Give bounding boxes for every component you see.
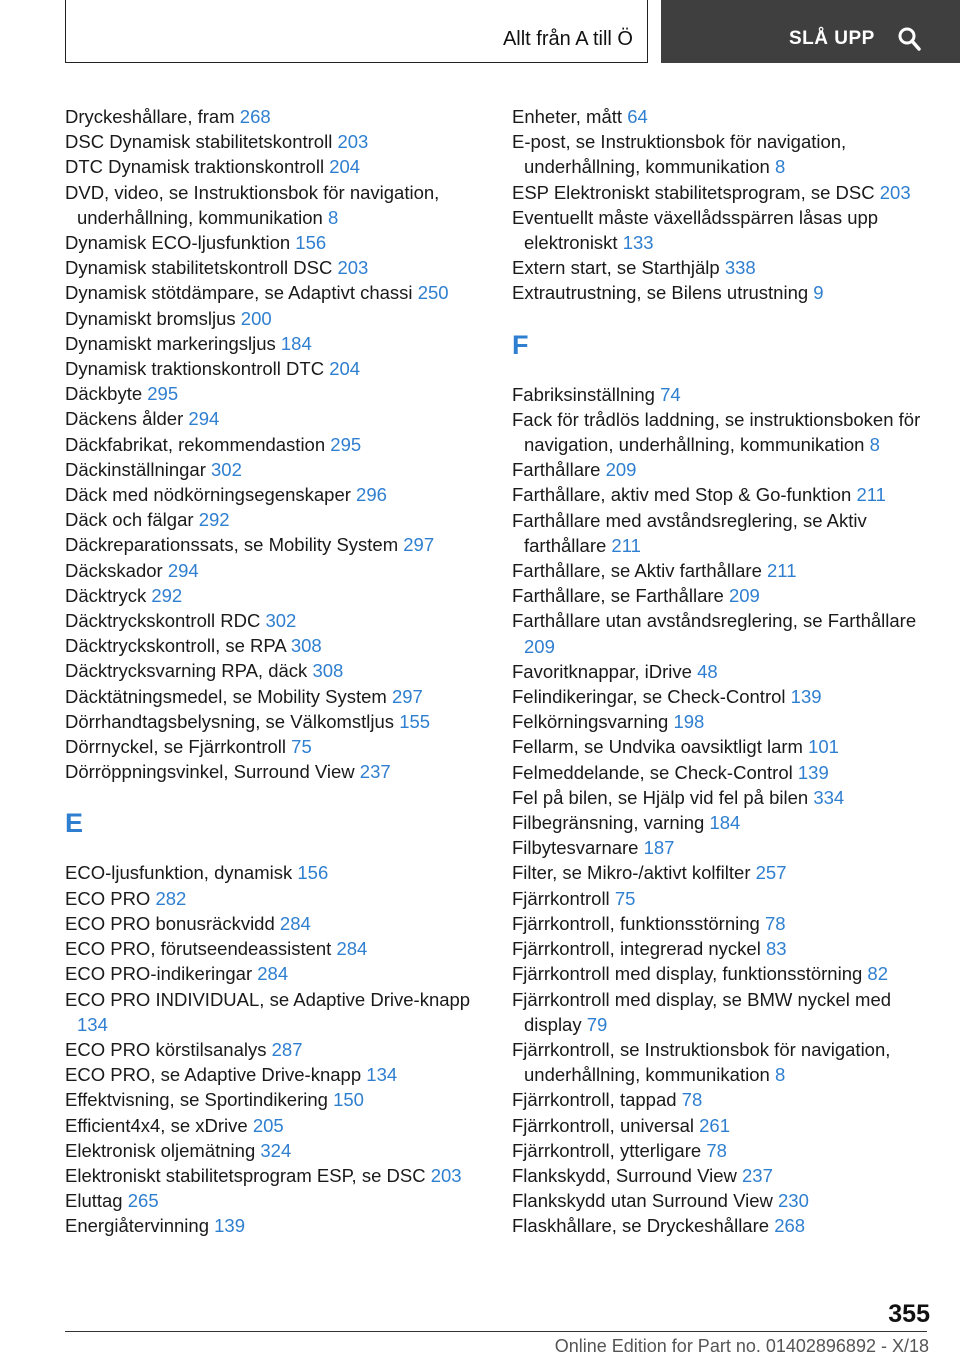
page-link[interactable]: 297 bbox=[391, 685, 423, 707]
page-link[interactable]: 334 bbox=[813, 786, 845, 808]
index-entry bbox=[65, 608, 485, 633]
index-entry-text: Felmeddelande, se Check-Control bbox=[512, 761, 793, 783]
index-entry-text: Fellarm, se Undvika oavsiktligt larm bbox=[512, 736, 803, 758]
section-letter: E bbox=[65, 808, 84, 839]
footer-divider bbox=[65, 1331, 927, 1332]
index-entry-text: Fjärrkontroll bbox=[512, 887, 610, 909]
index-entry bbox=[65, 709, 485, 734]
index-entry bbox=[65, 406, 485, 431]
index-entry bbox=[65, 1037, 485, 1062]
page-link[interactable]: 268 bbox=[239, 106, 271, 127]
index-entry bbox=[512, 583, 922, 608]
index-entry-text: Felkörningsvarning bbox=[512, 711, 669, 733]
page-link[interactable]: 156 bbox=[295, 232, 327, 254]
index-entry-text: Farthållare med avståndsreglering, se Aktiv farthållare bbox=[512, 509, 867, 556]
index-entry bbox=[65, 911, 485, 936]
page-link[interactable]: 75 bbox=[614, 887, 636, 909]
page-link[interactable]: 203 bbox=[337, 131, 369, 153]
index-entry bbox=[65, 356, 485, 381]
page-link[interactable]: 134 bbox=[77, 1013, 108, 1035]
search-button[interactable] bbox=[661, 0, 960, 63]
edition-footer: Online Edition for Part no. 01402896892 - X/18 bbox=[554, 1336, 929, 1356]
page-link[interactable]: 209 bbox=[524, 635, 555, 657]
page-link[interactable]: 187 bbox=[643, 837, 675, 859]
index-entry bbox=[65, 936, 485, 961]
page-link[interactable]: 204 bbox=[329, 156, 361, 178]
page-link[interactable]: 265 bbox=[127, 1190, 159, 1212]
page-link[interactable]: 133 bbox=[622, 232, 654, 254]
index-entry-text: Fjärrkontroll, se Instruktionsbok för navigation, underhållning, kommunikation bbox=[512, 1038, 891, 1086]
page-link[interactable]: 101 bbox=[808, 736, 839, 758]
index-entry-text: Flankskydd utan Surround View bbox=[512, 1190, 773, 1212]
index-entry bbox=[65, 633, 485, 658]
index-entry bbox=[65, 381, 485, 406]
index-entry bbox=[65, 255, 485, 280]
index-entry-text: Fjärrkontroll, integrerad nyckel bbox=[512, 938, 761, 960]
index-entry bbox=[65, 532, 485, 557]
page-link[interactable]: 324 bbox=[260, 1139, 292, 1161]
index-entry bbox=[65, 154, 485, 179]
index-entry bbox=[65, 1163, 485, 1188]
index-entry-text: Farthållare, aktiv med Stop & Go-funktion bbox=[512, 484, 852, 506]
page-link[interactable]: 308 bbox=[290, 635, 322, 657]
index-entry bbox=[65, 331, 485, 356]
index-entry-text: Fjärrkontroll, funktionsstörning bbox=[512, 912, 760, 934]
index-entry bbox=[65, 230, 485, 255]
page-link[interactable]: 48 bbox=[697, 660, 718, 682]
page-number: 355 bbox=[888, 1300, 930, 1328]
chapter-title: Allt från A till Ö bbox=[502, 28, 633, 50]
index-entry-text: Elektroniskt stabilitetsprogram ESP, se DSC bbox=[65, 1164, 426, 1186]
index-entry bbox=[512, 734, 922, 759]
index-entry-text: ECO PRO bonusräckvidd bbox=[65, 912, 275, 934]
index-entry-text: Däckinställningar bbox=[65, 458, 206, 480]
page-link[interactable]: 203 bbox=[430, 1164, 462, 1186]
index-entry bbox=[512, 1113, 922, 1138]
page-link[interactable]: 8 bbox=[774, 156, 786, 178]
index-entry-text: Dörrnyckel, se Fjärrkontroll bbox=[65, 736, 287, 758]
chapter-tab[interactable] bbox=[65, 0, 648, 63]
index-entry bbox=[512, 659, 922, 684]
index-entry-text: Farthållare, se Farthållare bbox=[512, 585, 724, 607]
index-entry bbox=[512, 608, 922, 658]
page-link[interactable]: 302 bbox=[211, 458, 242, 480]
index-entry-text: Extrautrustning, se Bilens utrustning bbox=[512, 282, 809, 304]
index-entry-text: Fjärrkontroll, tappad bbox=[512, 1089, 677, 1111]
search-icon bbox=[897, 26, 921, 52]
index-entry bbox=[65, 306, 485, 331]
index-entry-text: Fel på bilen, se Hjälp vid fel på bilen bbox=[512, 786, 809, 808]
index-entry-text: Dynamisk traktionskontroll DTC bbox=[65, 358, 325, 380]
index-entry bbox=[512, 684, 922, 709]
index-entry bbox=[65, 734, 485, 759]
search-button-label: SLÅ UPP bbox=[789, 28, 875, 49]
page-link[interactable]: 75 bbox=[291, 736, 312, 758]
index-entry bbox=[512, 205, 922, 255]
index-entry bbox=[512, 987, 922, 1037]
index-entry-text: Däckskador bbox=[65, 559, 163, 581]
index-entry bbox=[512, 835, 922, 860]
page-link[interactable]: 82 bbox=[867, 963, 888, 985]
index-entry-text: Dynamiskt bromsljus bbox=[65, 307, 236, 329]
index-entry-text: Farthållare utan avståndsreglering, se Farthållare bbox=[512, 610, 917, 632]
page-link[interactable]: 205 bbox=[252, 1114, 284, 1136]
index-column-left bbox=[65, 104, 485, 1239]
index-entry bbox=[65, 1188, 485, 1213]
index-entry bbox=[65, 1062, 485, 1087]
index-entry bbox=[512, 508, 922, 558]
index-entry-text: Flaskhållare, se Dryckeshållare bbox=[512, 1215, 770, 1237]
index-entry bbox=[65, 432, 485, 457]
page-link[interactable]: 184 bbox=[709, 812, 741, 834]
index-entry-text: Farthållare, se Aktiv farthållare bbox=[512, 560, 762, 582]
index-entry-text: Elektronisk oljemätning bbox=[65, 1139, 256, 1161]
page-link[interactable]: 211 bbox=[611, 534, 641, 556]
index-entry-text: Dörröppningsvinkel, Surround View bbox=[65, 761, 355, 783]
index-entry-text: Dryckeshållare, fram bbox=[65, 106, 235, 127]
page-link[interactable]: 9 bbox=[813, 282, 824, 304]
index-entry bbox=[512, 1188, 922, 1213]
index-entry bbox=[65, 558, 485, 583]
index-entry bbox=[65, 860, 485, 885]
index-entry bbox=[65, 280, 485, 305]
page-link[interactable]: 139 bbox=[790, 686, 822, 708]
page-link[interactable]: 268 bbox=[774, 1215, 806, 1237]
page-link[interactable]: 150 bbox=[333, 1089, 364, 1111]
page-link[interactable]: 78 bbox=[764, 912, 786, 934]
page-link[interactable]: 204 bbox=[329, 358, 361, 380]
page-link[interactable]: 295 bbox=[147, 383, 179, 405]
index-entry bbox=[65, 886, 485, 911]
index-entry-text: ECO-ljusfunktion, dynamisk bbox=[65, 862, 293, 884]
page-link[interactable]: 230 bbox=[778, 1190, 809, 1212]
index-entry bbox=[512, 961, 922, 986]
index-entry bbox=[512, 457, 922, 482]
index-entry-text: Dörrhandtagsbelysning, se Välkomstljus bbox=[65, 710, 395, 732]
index-entry-text: Favoritknappar, iDrive bbox=[512, 660, 692, 682]
page-link[interactable]: 294 bbox=[167, 559, 199, 581]
index-entry-text: Dynamiskt markeringsljus bbox=[65, 332, 276, 354]
page-link[interactable]: 8 bbox=[327, 206, 339, 228]
page-link[interactable]: 134 bbox=[366, 1064, 398, 1086]
index-entry-text: Däck och fälgar bbox=[65, 509, 194, 531]
index-entry bbox=[512, 1037, 922, 1087]
index-entry-text: Energiåtervinning bbox=[65, 1215, 209, 1237]
page-link[interactable]: 284 bbox=[279, 912, 311, 934]
index-entry-text: Eventuellt måste växellådsspärren låsas upp elektroniskt bbox=[512, 206, 879, 254]
index-entry-text: ECO PRO, se Adaptive Drive-knapp bbox=[65, 1064, 362, 1086]
page-link[interactable]: 237 bbox=[359, 761, 391, 783]
page-link[interactable]: 155 bbox=[399, 710, 431, 732]
index-entry-text: Fabriksinställning bbox=[512, 383, 655, 405]
index-entry-text: Filter, se Mikro-/aktivt kolfilter bbox=[512, 862, 751, 884]
index-entry bbox=[65, 759, 485, 784]
index-entry bbox=[512, 1087, 922, 1112]
index-entry bbox=[512, 886, 922, 911]
index-entry-text: Flankskydd, Surround View bbox=[512, 1164, 737, 1186]
index-entry-text: ECO PRO körstilsanalys bbox=[65, 1038, 267, 1060]
index-entry-text: DTC Dynamisk traktionskontroll bbox=[65, 156, 325, 178]
index-entry-text: ESP Elektroniskt stabilitetsprogram, se DSC bbox=[512, 181, 875, 203]
page-link[interactable]: 203 bbox=[879, 181, 911, 203]
page-link[interactable]: 296 bbox=[356, 484, 387, 506]
index-entry bbox=[65, 180, 485, 230]
page-link[interactable]: 78 bbox=[681, 1089, 703, 1111]
page-link[interactable]: 250 bbox=[417, 282, 449, 304]
index-entry-text: Extern start, se Starthjälp bbox=[512, 257, 720, 279]
index-entry bbox=[65, 129, 485, 154]
index-entry bbox=[65, 104, 485, 129]
index-entry bbox=[65, 1213, 485, 1238]
page-link[interactable]: 79 bbox=[586, 1013, 608, 1035]
index-entry bbox=[512, 104, 922, 129]
index-entry bbox=[65, 658, 485, 683]
index-entry bbox=[65, 1138, 485, 1163]
index-entry-text: Fjärrkontroll med display, se BMW nyckel med display bbox=[512, 988, 892, 1035]
index-entry-text: Däcktrycksvarning RPA, däck bbox=[65, 660, 308, 682]
section-letter: F bbox=[512, 329, 529, 360]
page-link[interactable]: 211 bbox=[856, 484, 886, 506]
index-entry-text: Dynamisk stabilitetskontroll DSC bbox=[65, 257, 333, 279]
page-link[interactable]: 261 bbox=[699, 1114, 730, 1136]
index-entry bbox=[512, 760, 922, 785]
page-link[interactable]: 78 bbox=[706, 1139, 727, 1161]
index-entry-text: Felindikeringar, se Check-Control bbox=[512, 686, 786, 708]
index-entry-text: Eluttag bbox=[65, 1190, 123, 1212]
index-entry bbox=[65, 1087, 485, 1112]
index-entry-text: Efficient4x4, se xDrive bbox=[65, 1114, 248, 1136]
index-entry bbox=[512, 129, 922, 179]
index-entry bbox=[65, 987, 485, 1037]
page-link[interactable]: 200 bbox=[240, 307, 272, 329]
page-link[interactable]: 156 bbox=[297, 862, 329, 884]
page-link[interactable]: 292 bbox=[151, 584, 183, 606]
page-link[interactable]: 139 bbox=[214, 1215, 245, 1237]
index-entry bbox=[512, 1138, 922, 1163]
index-entry-text: Däckfabrikat, rekommendastion bbox=[65, 433, 326, 455]
index-entry-text: Dynamisk stötdämpare, se Adaptivt chassi bbox=[65, 282, 413, 304]
page-link[interactable]: 184 bbox=[280, 332, 312, 354]
index-entry bbox=[65, 961, 485, 986]
index-entry bbox=[512, 407, 922, 457]
index-entry-text: Däcktryckskontroll, se RPA bbox=[65, 635, 286, 657]
index-entry-text: Effektvisning, se Sportindikering bbox=[65, 1089, 328, 1111]
index-entry bbox=[512, 280, 922, 305]
index-entry bbox=[65, 684, 485, 709]
index-entry-text: Fjärrkontroll med display, funktionsstörning bbox=[512, 963, 863, 985]
index-entry bbox=[65, 583, 485, 608]
index-entry-text: Däcktryckskontroll RDC bbox=[65, 610, 261, 632]
page-link[interactable]: 209 bbox=[605, 459, 637, 481]
page-link[interactable]: 284 bbox=[336, 938, 368, 960]
index-entry bbox=[65, 482, 485, 507]
index-entry bbox=[512, 709, 922, 734]
index-entry bbox=[512, 810, 922, 835]
page-link[interactable]: 209 bbox=[728, 585, 760, 607]
page-link[interactable]: 292 bbox=[198, 509, 230, 531]
index-entry bbox=[512, 860, 922, 885]
index-entry-text: ECO PRO bbox=[65, 887, 151, 909]
page-link[interactable]: 338 bbox=[724, 257, 756, 279]
index-entry-text: Fjärrkontroll, universal bbox=[512, 1114, 694, 1136]
index-entry-text: Filbegränsning, varning bbox=[512, 812, 705, 834]
index-entry bbox=[512, 558, 922, 583]
index-entry bbox=[512, 785, 922, 810]
page-link[interactable]: 211 bbox=[767, 560, 797, 582]
index-column-right bbox=[512, 104, 922, 1239]
page-link[interactable]: 295 bbox=[330, 433, 362, 455]
index-entry bbox=[512, 382, 922, 407]
page-link[interactable]: 74 bbox=[660, 383, 681, 405]
index-entry-text: Däckreparationssats, se Mobility System bbox=[65, 534, 399, 556]
index-entry bbox=[512, 911, 922, 936]
index-entry-text: Fjärrkontroll, ytterligare bbox=[512, 1139, 702, 1161]
index-entry-text: Däckens ålder bbox=[65, 408, 184, 430]
index-entry bbox=[65, 1113, 485, 1138]
page-link[interactable]: 284 bbox=[257, 963, 289, 985]
index-entry-text: Farthållare bbox=[512, 459, 601, 481]
index-entry-text: Enheter, mått bbox=[512, 106, 623, 127]
index-entry bbox=[65, 457, 485, 482]
index-entry bbox=[512, 1213, 922, 1238]
page-link[interactable]: 257 bbox=[755, 862, 787, 884]
index-entry bbox=[512, 255, 922, 280]
page-link[interactable]: 64 bbox=[627, 106, 648, 127]
page-link[interactable]: 282 bbox=[155, 887, 187, 909]
index-entry bbox=[512, 482, 922, 507]
page-link[interactable]: 287 bbox=[271, 1038, 303, 1060]
index-entry-text: Fack för trådlös laddning, se instruktionsboken för navigation, underhållning, kommunikation bbox=[512, 408, 921, 456]
page-link[interactable]: 8 bbox=[869, 434, 880, 456]
page-link[interactable]: 198 bbox=[673, 711, 705, 733]
index-entry-text: Däck med nödkörningsegenskaper bbox=[65, 484, 351, 506]
index-entry bbox=[512, 936, 922, 961]
index-entry bbox=[512, 1163, 922, 1188]
page-link[interactable]: 294 bbox=[188, 408, 220, 430]
index-entry-text: DVD, video, se Instruktionsbok för navigation, underhållning, kommunikation bbox=[65, 181, 440, 228]
index-entry-text: DSC Dynamisk stabilitetskontroll bbox=[65, 131, 333, 153]
index-entry-text: Däcktätningsmedel, se Mobility System bbox=[65, 685, 387, 707]
index-entry-text: E-post, se Instruktionsbok för navigation, underhållning, kommunikation bbox=[512, 131, 847, 178]
index-entry bbox=[512, 180, 922, 205]
page-link[interactable]: 8 bbox=[774, 1064, 786, 1086]
page-link[interactable]: 297 bbox=[403, 534, 435, 556]
index-entry bbox=[65, 507, 485, 532]
index-entry-text: Filbytesvarnare bbox=[512, 837, 639, 859]
index-entry-text: Däcktryck bbox=[65, 584, 147, 606]
index-entry-text: ECO PRO-indikeringar bbox=[65, 963, 253, 985]
page-link[interactable]: 83 bbox=[765, 938, 787, 960]
page-link[interactable]: 139 bbox=[797, 761, 829, 783]
index-entry-text: ECO PRO INDIVIDUAL, se Adaptive Drive-knapp bbox=[65, 988, 471, 1010]
page-link[interactable]: 237 bbox=[742, 1164, 773, 1186]
page-link[interactable]: 203 bbox=[337, 257, 369, 279]
page-link[interactable]: 302 bbox=[265, 610, 297, 632]
index-entry-text: Dynamisk ECO-ljusfunktion bbox=[65, 232, 291, 254]
index-entry-text: ECO PRO, förutseendeassistent bbox=[65, 938, 332, 960]
index-entry-text: Däckbyte bbox=[65, 383, 143, 405]
page-link[interactable]: 308 bbox=[312, 660, 344, 682]
